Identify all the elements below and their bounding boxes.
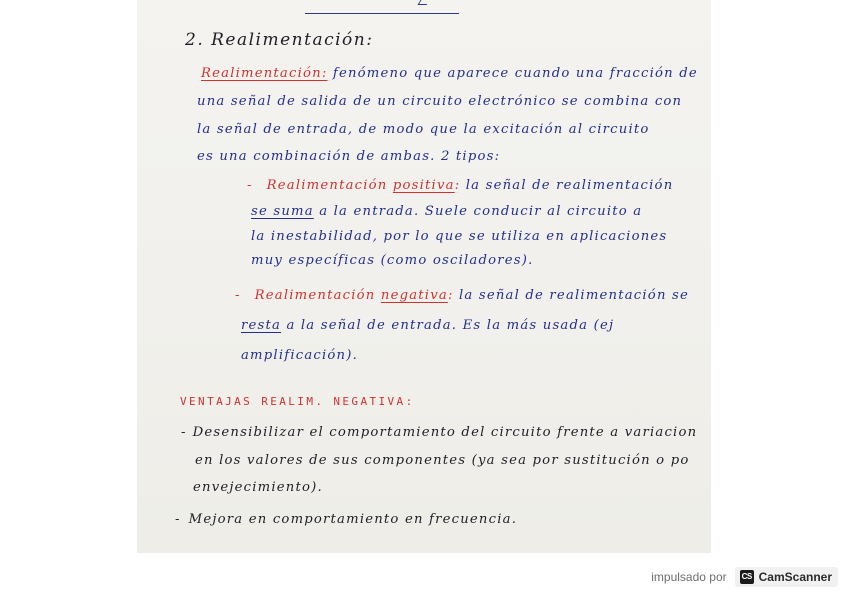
negative-line-1 — [235, 288, 689, 303]
definition-line-1 — [201, 66, 698, 81]
definition-line-3: la señal de entrada, de modo que la excitación al circuito — [197, 122, 650, 137]
positive-sum-word: se suma — [251, 204, 314, 219]
positive-line-2-text: a la entrada. Suele conducir al circuito a — [313, 204, 643, 219]
advantage-2-bullet: - — [175, 512, 181, 527]
advantage-2-line-1-text: Mejora en comportamiento en frecuencia. — [188, 512, 518, 527]
camscanner-badge[interactable] — [735, 567, 838, 587]
negative-term-colon: : — [447, 288, 454, 303]
negative-resta-word: resta — [241, 318, 282, 333]
definition-term: Realimentación: — [201, 66, 328, 81]
powered-by-text: impulsado por — [651, 570, 727, 584]
advantage-1-line-1-text: Desensibilizar el comportamiento del circuito frente a variacion — [192, 425, 698, 440]
positive-line-4: muy específicas (como osciladores). — [251, 253, 534, 268]
advantage-1-line-2: en los valores de sus componentes (ya sea por sustitución o po — [195, 453, 690, 468]
section-heading: 2. Realimentación: — [185, 30, 374, 50]
definition-line-4: es una combinación de ambas. 2 tipos: — [197, 149, 501, 164]
advantages-heading: VENTAJAS REALIM. NEGATIVA: — [180, 395, 415, 408]
negative-line-2-text: a la señal de entrada. Es la más usada (ej — [281, 318, 615, 333]
advantage-1-line-3: envejecimiento). — [193, 480, 323, 495]
negative-term-b: negativa — [380, 288, 448, 303]
negative-line-3: amplificación). — [241, 348, 358, 363]
positive-line-1 — [247, 178, 673, 193]
positive-term-a: Realimentación — [266, 178, 393, 193]
scanned-page — [137, 0, 711, 553]
positive-dash: - — [247, 178, 253, 193]
definition-line-2: una señal de salida de un circuito electrónico se combina con — [197, 94, 683, 109]
camscanner-logo-icon: CS — [740, 570, 754, 584]
definition-line-1-text: fenómeno que aparece cuando una fracción de — [327, 66, 698, 81]
page-divider-mark — [418, 0, 430, 5]
positive-line-1-text: la señal de realimentación — [460, 178, 674, 193]
positive-term-colon: : — [454, 178, 461, 193]
positive-line-3: la inestabilidad, por lo que se utiliza en aplicaciones — [251, 229, 668, 244]
negative-line-1-text: la señal de realimentación se — [453, 288, 690, 303]
camscanner-footer — [651, 564, 838, 590]
negative-dash: - — [235, 288, 241, 303]
advantage-2-line-1 — [175, 512, 517, 527]
positive-term-b: positiva — [392, 178, 455, 193]
positive-line-2 — [251, 204, 642, 219]
advantage-1-line-1 — [181, 425, 697, 440]
page-divider — [305, 13, 459, 14]
negative-line-2 — [241, 318, 614, 333]
negative-term-a: Realimentación — [254, 288, 381, 303]
camscanner-brand-name: CamScanner — [758, 570, 832, 584]
advantage-1-bullet: - — [181, 425, 187, 440]
